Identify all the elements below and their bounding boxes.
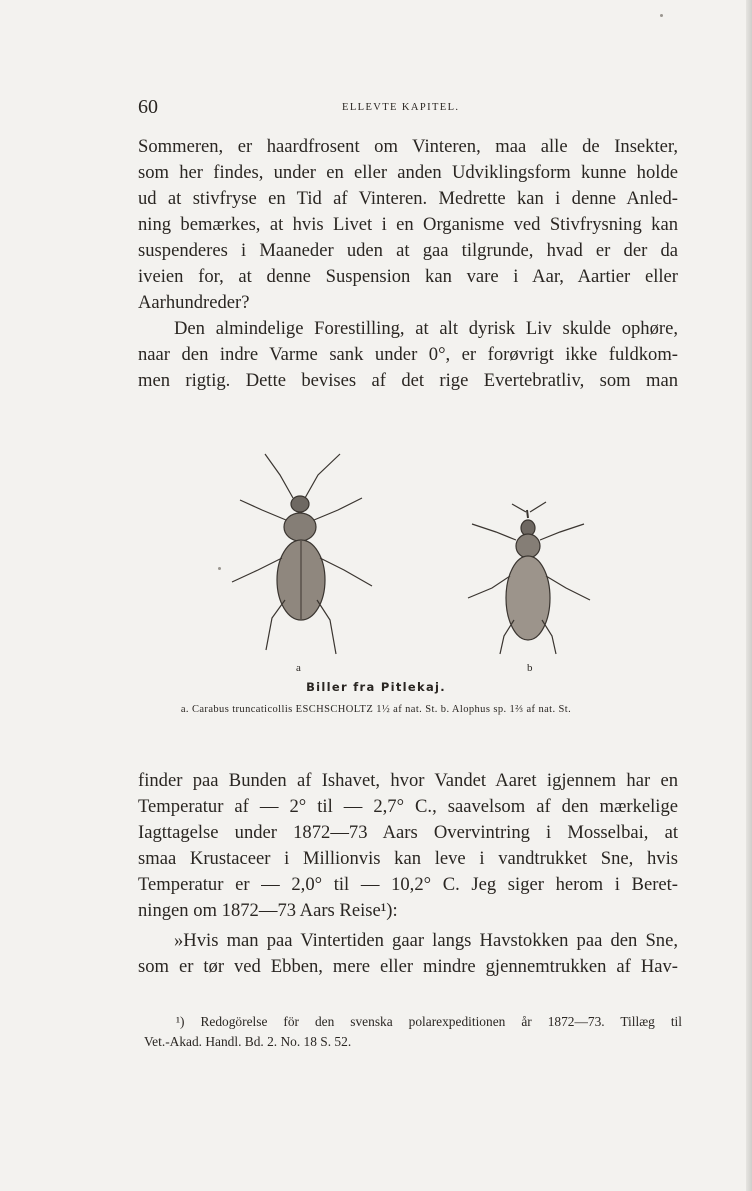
text-line: finder paa Bunden af Ishavet, hvor Vandet Aaret igjennem har en xyxy=(138,770,678,791)
text-line: suspenderes i Maaneder uden at gaa tilgrunde, hvad er der da xyxy=(138,240,678,261)
beetle-b-alophus xyxy=(468,502,590,654)
text-line: Iagttagelse under 1872—73 Aars Overvintring i Mosselbai, at xyxy=(138,822,678,843)
text-line: som her findes, under en eller anden Udviklingsform kunne holde xyxy=(138,162,678,183)
text-line: som er tør ved Ebben, mere eller mindre gjennemtrukken af Hav- xyxy=(138,956,678,977)
footnote-line: Vet.-Akad. Handl. Bd. 2. No. 18 S. 52. xyxy=(144,1034,352,1049)
text-line: smaa Krustaceer i Millionvis kan leve i vandtrukket Sne, hvis xyxy=(138,848,678,869)
running-head: ELLEVTE KAPITEL. xyxy=(342,102,460,113)
text-line: iveien for, at denne Suspension kan vare i Aar, Aartier eller xyxy=(138,266,678,287)
beetle-a-carabus xyxy=(232,454,372,654)
print-speck xyxy=(660,14,663,17)
figure-caption: a. Carabus truncaticollis ESCHSCHOLTZ 1½ af nat. St. b. Alophus sp. 1⅔ af nat. St. xyxy=(180,704,572,715)
page-header xyxy=(138,96,678,120)
text-line: men rigtig. Dette bevises af det rige Evertebratliv, som man xyxy=(138,370,678,391)
text-line: ning bemærkes, at hvis Livet i en Organisme ved Stivfrysning kan xyxy=(138,214,678,235)
figure-label-a: a xyxy=(296,662,301,674)
beetle-illustration xyxy=(0,440,752,680)
figure-title: Biller fra Pitlekaj. xyxy=(306,680,446,694)
text-line: Aarhundreder? xyxy=(138,292,250,313)
text-line: Den almindelige Forestilling, at alt dyrisk Liv skulde ophøre, xyxy=(174,318,678,339)
text-line: »Hvis man paa Vintertiden gaar langs Havstokken paa den Sne, xyxy=(174,930,678,951)
text-line: Temperatur af — 2° til — 2,7° C., saavelsom af den mærkelige xyxy=(138,796,678,817)
text-line: naar den indre Varme sank under 0°, er forøvrigt ikke fuldkom- xyxy=(138,344,678,365)
page-number: 60 xyxy=(138,96,158,118)
beetle-figure xyxy=(0,440,752,720)
text-line: ningen om 1872—73 Aars Reise¹): xyxy=(138,900,398,921)
text-line: ud at stivfryse en Tid af Vinteren. Medrette kan i denne Anled- xyxy=(138,188,678,209)
footnote-line: ¹) Redogörelse för den svenska polarexpeditionen år 1872—73. Tillæg til xyxy=(176,1014,682,1029)
text-line: Sommeren, er haardfrosent om Vinteren, maa alle de Insekter, xyxy=(138,136,678,157)
print-speck xyxy=(218,567,221,570)
figure-label-b: b xyxy=(527,662,533,674)
text-line: Temperatur er — 2,0° til — 10,2° C. Jeg siger herom i Beret- xyxy=(138,874,678,895)
